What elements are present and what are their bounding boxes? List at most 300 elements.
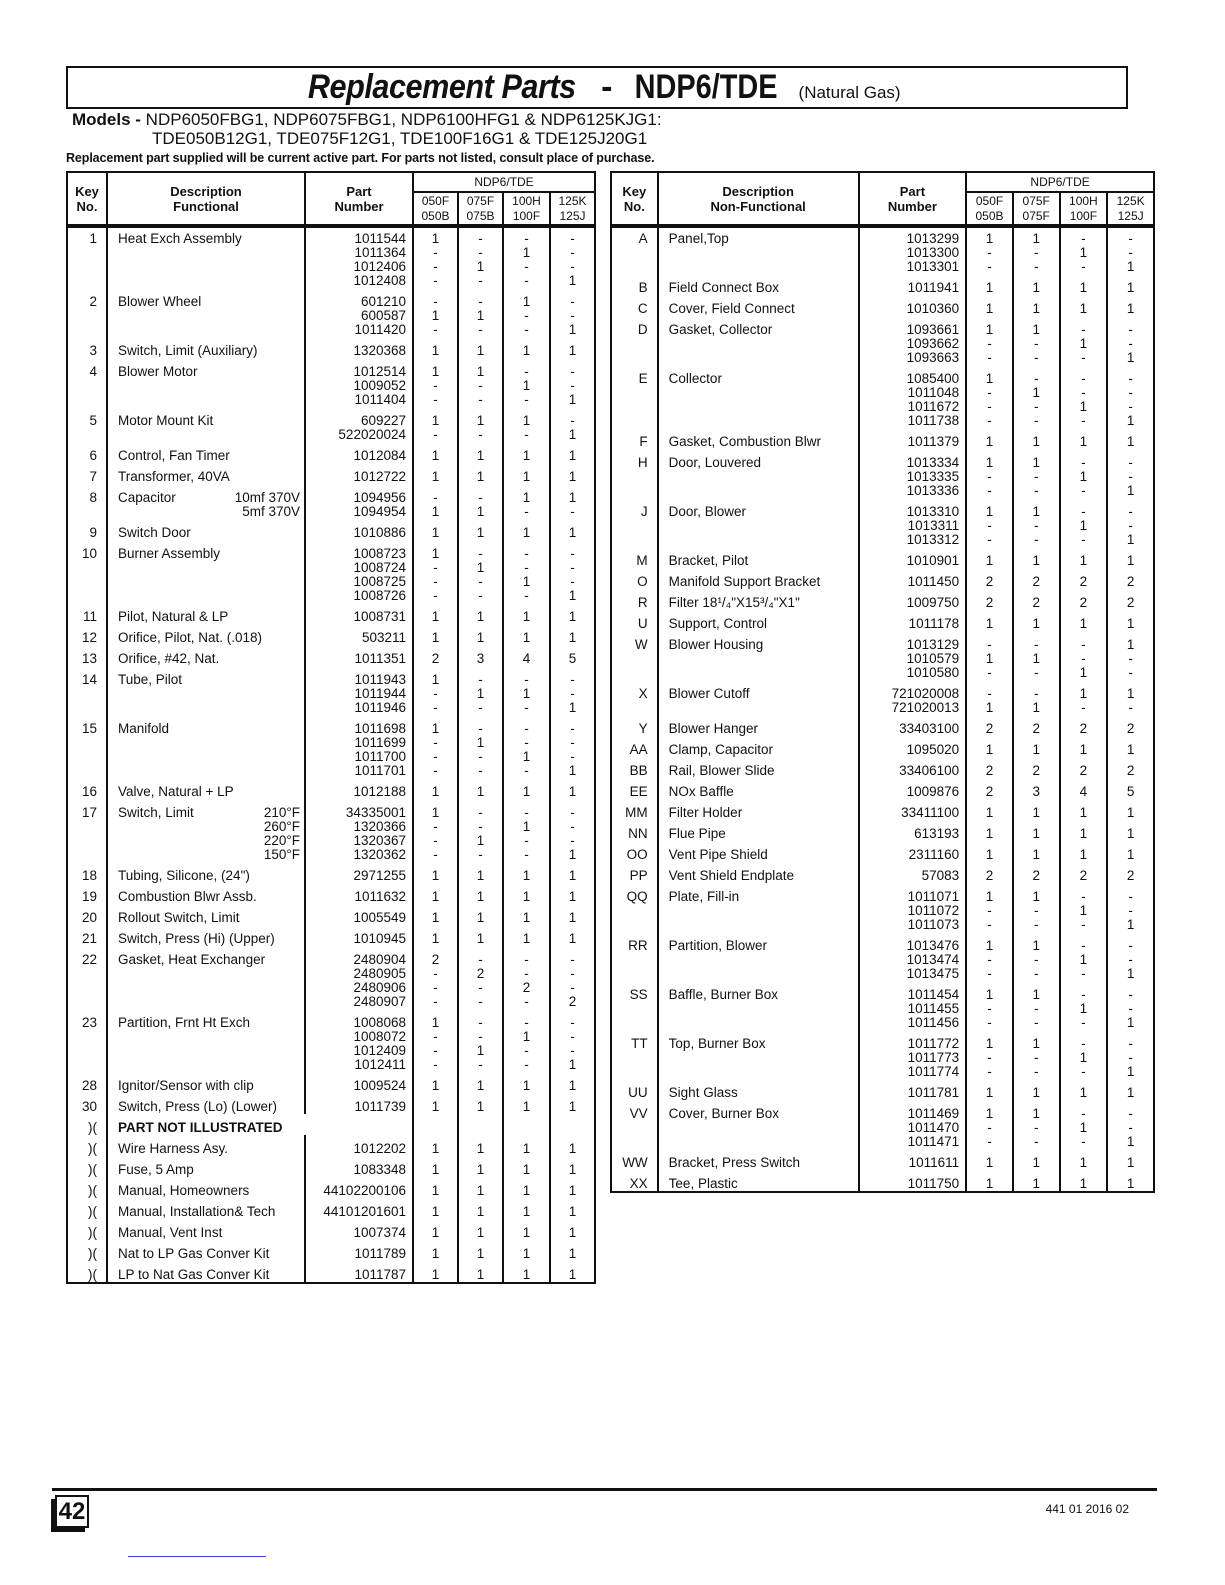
qty-125: 1 xyxy=(1107,918,1154,932)
description-cell xyxy=(658,1030,859,1051)
table-row xyxy=(67,484,595,505)
qty-100: - xyxy=(503,701,550,715)
part-number: 1011772 xyxy=(859,1030,967,1051)
qty-100: - xyxy=(503,995,550,1009)
table-row xyxy=(67,575,595,589)
key-no xyxy=(611,484,658,498)
qty-100: - xyxy=(503,764,550,778)
description-cell xyxy=(107,799,305,820)
key-no xyxy=(67,393,107,407)
description: Rollout Switch, Limit xyxy=(118,910,240,925)
qty-075: 1 xyxy=(458,1156,503,1177)
qty-100: - xyxy=(1060,226,1108,246)
qty-075: - xyxy=(458,589,503,603)
description-cell xyxy=(107,946,305,967)
qty-050: 2 xyxy=(966,568,1013,589)
key-no-header: Key No. xyxy=(67,172,107,226)
qty-100: - xyxy=(503,848,550,862)
table-row xyxy=(611,1051,1154,1065)
table-row xyxy=(611,862,1154,883)
spec-value: 5mf 370V xyxy=(242,504,300,519)
table-row xyxy=(67,1156,595,1177)
qty-125: - xyxy=(550,736,595,750)
col-050-header: 050F 050B xyxy=(413,192,458,226)
qty-050: 1 xyxy=(966,652,1013,666)
description: Rail, Blower Slide xyxy=(668,763,775,778)
qty-125: 1 xyxy=(550,1058,595,1072)
table-row xyxy=(67,1030,595,1044)
table-row xyxy=(67,323,595,337)
description-cell xyxy=(107,484,305,505)
qty-050: 1 xyxy=(413,442,458,463)
part-number: 1013312 xyxy=(859,533,967,547)
qty-050: - xyxy=(966,351,1013,365)
part-number: 1011351 xyxy=(305,645,413,666)
part-number: 1094956 xyxy=(305,484,413,505)
qty-100: - xyxy=(1060,484,1108,498)
qty-125: 1 xyxy=(1107,967,1154,981)
description: Burner Assembly xyxy=(118,546,221,561)
description: Fuse, 5 Amp xyxy=(118,1162,194,1177)
key-no: M xyxy=(611,547,658,568)
qty-075: - xyxy=(1013,260,1060,274)
qty-125: - xyxy=(1107,400,1154,414)
description-cell xyxy=(658,715,859,736)
table-row xyxy=(67,995,595,1009)
part-number: 1012188 xyxy=(305,778,413,799)
qty-075: 1 xyxy=(1013,295,1060,316)
qty-050: - xyxy=(413,995,458,1009)
table-row xyxy=(67,463,595,484)
description: Pilot, Natural & LP xyxy=(118,609,229,624)
col-125-header: 125K 125J xyxy=(550,192,595,226)
qty-125: 1 xyxy=(1107,1065,1154,1079)
part-number: 1083348 xyxy=(305,1156,413,1177)
part-number: 1012411 xyxy=(305,1058,413,1072)
part-number: 1011700 xyxy=(305,750,413,764)
qty-100: 1 xyxy=(503,862,550,883)
qty-100: 1 xyxy=(503,904,550,925)
part-number: 601210 xyxy=(305,288,413,309)
qty-050: 1 xyxy=(413,904,458,925)
qty-050: 1 xyxy=(966,547,1013,568)
description-cell xyxy=(658,953,859,967)
description-cell xyxy=(658,386,859,400)
key-no: )( xyxy=(67,1177,107,1198)
table-row xyxy=(67,337,595,358)
qty-125: 1 xyxy=(550,1261,595,1283)
description-cell xyxy=(107,995,305,1009)
key-no: EE xyxy=(611,778,658,799)
description: Filter Holder xyxy=(668,805,743,820)
description-cell xyxy=(658,295,859,316)
qty-075: - xyxy=(458,946,503,967)
qty-125: - xyxy=(550,288,595,309)
qty-100: - xyxy=(503,260,550,274)
qty-125: 1 xyxy=(1107,680,1154,701)
qty-125: 2 xyxy=(1107,862,1154,883)
qty-050: 1 xyxy=(966,701,1013,715)
qty-100: 2 xyxy=(503,981,550,995)
qty-075: - xyxy=(458,226,503,246)
qty-100: - xyxy=(1060,260,1108,274)
key-no xyxy=(611,1135,658,1149)
qty-100: - xyxy=(1060,1016,1108,1030)
key-no: E xyxy=(611,365,658,386)
part-number: 1011073 xyxy=(859,918,967,932)
hyperlink-underline[interactable] xyxy=(128,1556,266,1557)
qty-100: 1 xyxy=(503,624,550,645)
description: Blower Cutoff xyxy=(668,686,750,701)
table-row xyxy=(67,246,595,260)
key-no xyxy=(611,1051,658,1065)
qty-100: 4 xyxy=(1060,778,1108,799)
qty-125: 1 xyxy=(1107,631,1154,652)
part-number: 1008726 xyxy=(305,589,413,603)
part-number: 1012084 xyxy=(305,442,413,463)
table-row xyxy=(611,967,1154,981)
key-no xyxy=(67,323,107,337)
key-no xyxy=(611,386,658,400)
qty-075: 1 xyxy=(458,883,503,904)
table-row xyxy=(611,981,1154,1002)
description: Blower Wheel xyxy=(118,294,202,309)
qty-100: - xyxy=(503,226,550,246)
part-number: 1013475 xyxy=(859,967,967,981)
qty-125: 2 xyxy=(1107,715,1154,736)
qty-125: 1 xyxy=(1107,820,1154,841)
description-cell xyxy=(107,1009,305,1030)
col-075-header: 075F 075F xyxy=(1013,192,1060,226)
part-number: 1007374 xyxy=(305,1219,413,1240)
table-row xyxy=(67,645,595,666)
description-cell xyxy=(107,820,305,834)
table-row xyxy=(611,631,1154,652)
description: Cover, Burner Box xyxy=(668,1106,779,1121)
key-no: 18 xyxy=(67,862,107,883)
part-number: 33403100 xyxy=(859,715,967,736)
col-075-header: 075F 075B xyxy=(458,192,503,226)
part-number: 2311160 xyxy=(859,841,967,862)
table-row xyxy=(611,337,1154,351)
qty-125: 1 xyxy=(550,862,595,883)
qty-125: 1 xyxy=(1107,547,1154,568)
qty-125: 5 xyxy=(1107,778,1154,799)
key-no xyxy=(67,1044,107,1058)
qty-050: - xyxy=(413,561,458,575)
description-cell xyxy=(658,820,859,841)
description-cell xyxy=(658,568,859,589)
qty-125: 1 xyxy=(550,764,595,778)
key-no: 19 xyxy=(67,883,107,904)
qty-125: - xyxy=(550,309,595,323)
qty-125: - xyxy=(550,1009,595,1030)
title-separator: - xyxy=(601,68,613,106)
table-row xyxy=(611,400,1154,414)
table-row xyxy=(611,1065,1154,1079)
key-no: 8 xyxy=(67,484,107,505)
description-cell xyxy=(658,226,859,246)
qty-125: 1 xyxy=(1107,260,1154,274)
key-no xyxy=(611,414,658,428)
key-no: O xyxy=(611,568,658,589)
qty-100: 1 xyxy=(503,1156,550,1177)
table-row xyxy=(67,687,595,701)
part-number: 613193 xyxy=(859,820,967,841)
qty-100: 1 xyxy=(503,519,550,540)
qty-075: - xyxy=(1013,1016,1060,1030)
description-cell xyxy=(107,561,305,575)
key-no: D xyxy=(611,316,658,337)
qty-050: - xyxy=(413,750,458,764)
description-cell xyxy=(107,834,305,848)
qty-075: - xyxy=(1013,246,1060,260)
description-cell xyxy=(658,470,859,484)
description: Manual, Homeowners xyxy=(118,1183,250,1198)
qty-125: 1 xyxy=(550,1135,595,1156)
qty-050: 1 xyxy=(413,1177,458,1198)
table-row xyxy=(67,946,595,967)
table-row xyxy=(67,505,595,519)
qty-050: - xyxy=(966,1065,1013,1079)
qty-075: 1 xyxy=(458,1072,503,1093)
qty-100 xyxy=(503,1114,550,1135)
table-row xyxy=(67,1261,595,1283)
qty-075: 1 xyxy=(458,337,503,358)
qty-125: 1 xyxy=(1107,484,1154,498)
description-cell xyxy=(107,575,305,589)
qty-125 xyxy=(550,1114,595,1135)
qty-075: 1 xyxy=(458,862,503,883)
part-number: 1011071 xyxy=(859,883,967,904)
qty-100: 2 xyxy=(1060,589,1108,610)
qty-100: 2 xyxy=(1060,757,1108,778)
table-row xyxy=(611,953,1154,967)
qty-100: 1 xyxy=(503,288,550,309)
description: Vent Shield Endplate xyxy=(668,868,795,883)
key-no xyxy=(611,470,658,484)
qty-050: 1 xyxy=(966,1079,1013,1100)
qty-125: - xyxy=(1107,365,1154,386)
qty-075: - xyxy=(458,1058,503,1072)
qty-100: 1 xyxy=(503,820,550,834)
qty-125: - xyxy=(550,358,595,379)
part-number: 1011611 xyxy=(859,1149,967,1170)
qty-100: 1 xyxy=(1060,274,1108,295)
qty-050: - xyxy=(966,1051,1013,1065)
qty-125: - xyxy=(550,687,595,701)
table-row xyxy=(67,1044,595,1058)
qty-050: 1 xyxy=(413,715,458,736)
qty-050: - xyxy=(966,680,1013,701)
part-number: 1013129 xyxy=(859,631,967,652)
page-title-box xyxy=(66,66,1128,109)
description-cell xyxy=(107,666,305,687)
part-number-header: Part Number xyxy=(859,172,967,226)
part-number: 2480907 xyxy=(305,995,413,1009)
description: Motor Mount Kit xyxy=(118,413,214,428)
qty-075: 1 xyxy=(1013,610,1060,631)
description: Switch, Limit (Auxiliary) xyxy=(118,343,258,358)
qty-100: 1 xyxy=(1060,1079,1108,1100)
qty-075: - xyxy=(458,274,503,288)
qty-075: 1 xyxy=(1013,701,1060,715)
key-no xyxy=(67,1058,107,1072)
part-number: 1011781 xyxy=(859,1079,967,1100)
qty-050: 2 xyxy=(966,862,1013,883)
qty-075: - xyxy=(458,246,503,260)
qty-075: 1 xyxy=(458,904,503,925)
description-cell xyxy=(107,848,305,862)
description: Clamp, Capacitor xyxy=(668,742,773,757)
description: Gasket, Heat Exchanger xyxy=(118,952,266,967)
qty-125: 1 xyxy=(550,463,595,484)
key-no: 16 xyxy=(67,778,107,799)
table-row xyxy=(611,883,1154,904)
qty-125: 1 xyxy=(1107,736,1154,757)
qty-100: 1 xyxy=(1060,1170,1108,1192)
key-no xyxy=(67,967,107,981)
qty-125: 1 xyxy=(550,323,595,337)
qty-050: 1 xyxy=(966,316,1013,337)
description-cell xyxy=(107,393,305,407)
table-row xyxy=(67,715,595,736)
table-row xyxy=(611,1100,1154,1121)
qty-075: 2 xyxy=(1013,862,1060,883)
key-no xyxy=(611,967,658,981)
description: Blower Housing xyxy=(668,637,764,652)
qty-100: - xyxy=(503,1044,550,1058)
part-number: 1011072 xyxy=(859,904,967,918)
table-row xyxy=(611,1121,1154,1135)
description: Support, Control xyxy=(668,616,767,631)
part-number: 1013300 xyxy=(859,246,967,260)
table-row xyxy=(611,519,1154,533)
table-row xyxy=(611,316,1154,337)
qty-100: 1 xyxy=(1060,400,1108,414)
key-no xyxy=(611,666,658,680)
table-row xyxy=(67,1009,595,1030)
key-no: H xyxy=(611,449,658,470)
description-cell xyxy=(107,701,305,715)
table-row xyxy=(611,386,1154,400)
qty-125: - xyxy=(1107,498,1154,519)
part-number: 503211 xyxy=(305,624,413,645)
key-no xyxy=(67,834,107,848)
description: Manifold Support Bracket xyxy=(668,574,821,589)
qty-125: - xyxy=(550,379,595,393)
qty-100: 1 xyxy=(503,1093,550,1114)
qty-075: - xyxy=(1013,470,1060,484)
qty-125: 5 xyxy=(550,645,595,666)
table-row xyxy=(67,561,595,575)
qty-125: - xyxy=(1107,337,1154,351)
qty-125: 1 xyxy=(1107,610,1154,631)
qty-050: - xyxy=(413,687,458,701)
key-no xyxy=(67,589,107,603)
description-cell xyxy=(658,414,859,428)
part-number: 1320367 xyxy=(305,834,413,848)
key-no xyxy=(67,995,107,1009)
qty-100: 1 xyxy=(1060,246,1108,260)
key-no xyxy=(67,309,107,323)
key-no xyxy=(67,981,107,995)
table-row xyxy=(611,680,1154,701)
description-cell xyxy=(658,862,859,883)
description: Bracket, Pilot xyxy=(668,553,749,568)
qty-100: - xyxy=(1060,631,1108,652)
table-row xyxy=(611,226,1154,246)
qty-100: - xyxy=(503,715,550,736)
qty-075: 1 xyxy=(458,407,503,428)
part-number: 1011739 xyxy=(305,1093,413,1114)
table-row xyxy=(67,1219,595,1240)
key-no: 12 xyxy=(67,624,107,645)
qty-050: 1 xyxy=(966,1170,1013,1192)
description: PART NOT ILLUSTRATED xyxy=(118,1120,283,1135)
qty-125: - xyxy=(1107,1002,1154,1016)
qty-075: - xyxy=(1013,533,1060,547)
qty-075: - xyxy=(458,701,503,715)
part-number: 1013476 xyxy=(859,932,967,953)
model-group-header: NDP6/TDE xyxy=(966,172,1154,192)
qty-125: - xyxy=(550,226,595,246)
description: Panel,Top xyxy=(668,231,729,246)
description-header: Description Functional xyxy=(107,172,305,226)
qty-100: - xyxy=(1060,351,1108,365)
qty-075: 1 xyxy=(1013,274,1060,295)
col-050-header: 050F 050B xyxy=(966,192,1013,226)
part-number: 1011470 xyxy=(859,1121,967,1135)
qty-050: 1 xyxy=(413,1072,458,1093)
qty-125: 1 xyxy=(550,904,595,925)
key-no: BB xyxy=(611,757,658,778)
qty-075: 1 xyxy=(1013,799,1060,820)
qty-100: 1 xyxy=(503,603,550,624)
description: Orifice, Pilot, Nat. (.018) xyxy=(118,630,263,645)
qty-125: 2 xyxy=(1107,757,1154,778)
description-cell xyxy=(107,1177,305,1198)
qty-125: - xyxy=(1107,981,1154,1002)
qty-075: 2 xyxy=(1013,757,1060,778)
part-number: 2971255 xyxy=(305,862,413,883)
key-no xyxy=(67,575,107,589)
qty-100: - xyxy=(1060,533,1108,547)
table-row xyxy=(611,428,1154,449)
key-no: WW xyxy=(611,1149,658,1170)
qty-125: - xyxy=(550,505,595,519)
qty-075: 1 xyxy=(1013,1079,1060,1100)
qty-050: 1 xyxy=(966,498,1013,519)
qty-100: 1 xyxy=(503,407,550,428)
description-cell xyxy=(107,645,305,666)
table-row xyxy=(67,904,595,925)
qty-100: 1 xyxy=(1060,519,1108,533)
description-cell xyxy=(658,260,859,274)
key-no xyxy=(67,561,107,575)
description-cell xyxy=(658,365,859,386)
qty-125: 1 xyxy=(550,1072,595,1093)
qty-100: 1 xyxy=(1060,799,1108,820)
description-cell xyxy=(107,309,305,323)
description: Bracket, Press Switch xyxy=(668,1155,800,1170)
description-cell xyxy=(107,715,305,736)
description: Blower Motor xyxy=(118,364,198,379)
table-row xyxy=(67,288,595,309)
description-cell xyxy=(658,680,859,701)
qty-125: 1 xyxy=(1107,1170,1154,1192)
qty-050: 1 xyxy=(966,932,1013,953)
